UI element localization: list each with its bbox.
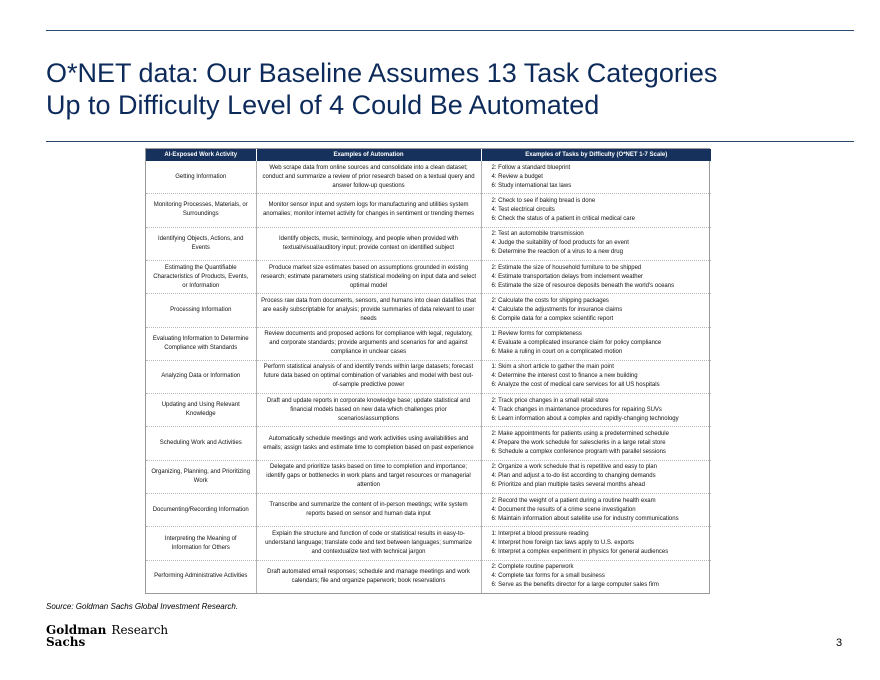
task-example: 1: Interpret a blood pressure reading (491, 531, 589, 538)
automation-example-cell: Review documents and proposed actions for compliance with legal, regulatory, and corporate standards; provide arguments and scenarios for and against compliance in unclear cases (256, 327, 481, 360)
task-example: 6: Serve as the benefits director for a large computer sales firm (491, 582, 659, 589)
task-example: 2: Calculate the costs for shipping packages (491, 297, 609, 304)
slide-title (46, 57, 846, 121)
task-example: 6: Maintain information about satellite use for industry communications (491, 515, 679, 522)
automation-example-cell: Draft and update reports in corporate knowledge base; update statistical and financial models based on new data which challenges prior scenarios/assumptions (256, 394, 481, 427)
activity-cell: Estimating the Quantifiable Characteristics of Products, Events, or Information (146, 260, 256, 293)
task-example: 4: Calculate the adjustments for insurance claims (491, 306, 623, 313)
task-examples-cell (481, 427, 711, 460)
table-row (146, 527, 711, 560)
automation-example-cell: Delegate and prioritize tasks based on time to completion and importance; identify gaps or bottlenecks in work plans and target resources or managerial attention (256, 460, 481, 493)
task-examples-cell (481, 294, 711, 327)
task-example: 6: Estimate the size of resource deposits beneath the world's oceans (491, 282, 675, 289)
activity-cell: Evaluating Information to Determine Compliance with Standards (146, 327, 256, 360)
task-example: 6: Prioritize and plan multiple tasks several months ahead (491, 482, 645, 489)
page-number: 3 (836, 637, 843, 649)
automation-example-cell: Draft automated email responses; schedule and manage meetings and work calendars; file and organize paperwork; book reservations (256, 560, 481, 593)
table-row (146, 560, 711, 593)
task-example: 6: Compile data for a complex scientific report (491, 315, 614, 322)
task-example: 6: Determine the reaction of a virus to a new drug (491, 249, 623, 256)
logo-research: Research (111, 623, 169, 637)
activity-cell: Getting Information (146, 161, 256, 194)
task-example: 4: Track changes in maintenance procedures for repairing SUVs (491, 406, 662, 413)
top-divider (46, 30, 854, 31)
table-row (146, 161, 711, 194)
task-example: 4: Determine the interest cost to finance a new building (491, 373, 638, 380)
activity-cell: Organizing, Planning, and Prioritizing Work (146, 460, 256, 493)
task-example: 6: Analyze the cost of medical care services for all US hospitals (491, 382, 660, 389)
task-example: 4: Interpret how foreign tax laws apply to U.S. exports (491, 540, 634, 547)
automation-example-cell: Transcribe and summarize the content of in-person meetings; write system reports based on sensor and human data input (256, 494, 481, 527)
table-row (146, 294, 711, 327)
task-example: 2: Follow a standard blueprint (491, 164, 571, 171)
title-divider (46, 141, 854, 142)
task-example: 6: Check the status of a patient in critical medical care (491, 215, 635, 222)
activity-cell: Updating and Using Relevant Knowledge (146, 394, 256, 427)
task-example: 2: Complete routine paperwork (491, 564, 574, 571)
table-row (146, 460, 711, 493)
task-example: 4: Judge the suitability of food products for an event (491, 240, 629, 247)
table-row (146, 494, 711, 527)
automation-example-cell: Monitor sensor input and system logs for manufacturing and utilities system anomalies; monitor internet activity for changes in sentiment or trending themes (256, 194, 481, 227)
task-example: 2: Organize a work schedule that is repetitive and easy to plan (491, 464, 657, 471)
header-tasks: Examples of Tasks by Difficulty (O*NET 1-7 Scale) (481, 149, 711, 161)
task-example: 6: Learn information about a complex and rapidly-changing technology (491, 415, 679, 422)
task-examples-cell (481, 460, 711, 493)
activity-cell: Monitoring Processes, Materials, or Surroundings (146, 194, 256, 227)
task-example: 4: Estimate transportation delays from inclement weather (491, 273, 643, 280)
task-example: 2: Check to see if baking bread is done (491, 197, 596, 204)
task-example: 2: Estimate the size of household furniture to be shipped (491, 264, 642, 271)
activity-cell: Documenting/Recording Information (146, 494, 256, 527)
table-header-row (146, 149, 711, 161)
task-example: 6: Study international tax laws (491, 182, 572, 189)
table-row (146, 260, 711, 293)
task-examples-cell (481, 260, 711, 293)
task-example: 2: Make appointments for patients using a predetermined schedule (491, 431, 669, 438)
table-row (146, 360, 711, 393)
task-examples-cell (481, 527, 711, 560)
automation-example-cell: Identify objects, music, terminology, and people when provided with textual/visual/auditory input; provide context on identified subject (256, 227, 481, 260)
task-examples-cell (481, 161, 711, 194)
automation-example-cell: Produce market size estimates based on assumptions grounded in existing research; estimate parameters using statistical modeling on input data and select optimal model (256, 260, 481, 293)
source-note: Source: Goldman Sachs Global Investment Research. (46, 602, 239, 611)
task-examples-cell (481, 327, 711, 360)
task-example: 2: Record the weight of a patient during a routine health exam (491, 497, 656, 504)
task-example: 4: Document the results of a crime scene investigation (491, 506, 636, 513)
task-example: 4: Evaluate a complicated insurance claim for policy compliance (491, 340, 662, 347)
automation-example-cell: Web scrape data from online sources and consolidate into a clean dataset; conduct and summarize a review of prior research based on a textual query and answer follow-up questions (256, 161, 481, 194)
table-row (146, 427, 711, 460)
task-example: 2: Track price changes in a small retail store (491, 397, 609, 404)
task-table (145, 148, 710, 594)
automation-example-cell: Explain the structure and function of code or statistical results in easy-to-understand language; translate code and text between languages; summarize and contextualize text with technical jargon (256, 527, 481, 560)
automation-example-cell: Perform statistical analysis of and identify trends within large datasets; forecast future data based on optimal combination of variables and model with best out-of-sample predictive power (256, 360, 481, 393)
task-examples-cell (481, 227, 711, 260)
task-example: 6: Interpret a complex experiment in physics for general audiences (491, 549, 669, 556)
header-automation: Examples of Automation (256, 149, 481, 161)
task-example: 6: Schedule a complex conference program with parallel sessions (491, 449, 666, 456)
activity-cell: Identifying Objects, Actions, and Events (146, 227, 256, 260)
table-row (146, 227, 711, 260)
table-row (146, 194, 711, 227)
task-example: 4: Complete tax forms for a small business (491, 573, 605, 580)
activity-cell: Analyzing Data or Information (146, 360, 256, 393)
activity-cell: Processing Information (146, 294, 256, 327)
logo-goldman: Goldman (46, 623, 107, 637)
task-examples-cell (481, 360, 711, 393)
task-example: 6: Make a ruling in court on a complicated motion (491, 349, 623, 356)
task-table-grid (146, 149, 711, 593)
activity-cell: Scheduling Work and Activities (146, 427, 256, 460)
automation-example-cell: Automatically schedule meetings and work activities using availabilities and emails; assign tasks and estimate time to completion based on past experience (256, 427, 481, 460)
task-example: 4: Prepare the work schedule for salesclerks in a large retail store (491, 440, 666, 447)
task-examples-cell (481, 494, 711, 527)
task-example: 1: Skim a short article to gather the main point (491, 364, 614, 371)
table-body (146, 161, 711, 593)
task-examples-cell (481, 194, 711, 227)
activity-cell: Performing Administrative Activities (146, 560, 256, 593)
task-example: 2: Test an automobile transmission (491, 231, 584, 238)
task-examples-cell (481, 394, 711, 427)
task-example: 4: Review a budget (491, 173, 543, 180)
task-examples-cell (481, 560, 711, 593)
task-example: 4: Plan and adjust a to-do list according to changing demands (491, 473, 656, 480)
table-row (146, 327, 711, 360)
goldman-sachs-logo (46, 624, 168, 648)
automation-example-cell: Process raw data from documents, sensors, and humans into clean datafiles that are easily subscriptable for analysis; provide summaries of data relevant to user needs (256, 294, 481, 327)
task-example: 1: Review forms for completeness (491, 331, 582, 338)
title-line-2: Up to Difficulty Level of 4 Could Be Automated (46, 90, 600, 120)
activity-cell: Interpreting the Meaning of Information for Others (146, 527, 256, 560)
task-example: 4: Test electrical circuits (491, 206, 555, 213)
title-line-1: O*NET data: Our Baseline Assumes 13 Task Categories (46, 58, 718, 88)
header-activity: AI-Exposed Work Activity (146, 149, 256, 161)
logo-sachs: Sachs (46, 635, 86, 649)
table-row (146, 394, 711, 427)
